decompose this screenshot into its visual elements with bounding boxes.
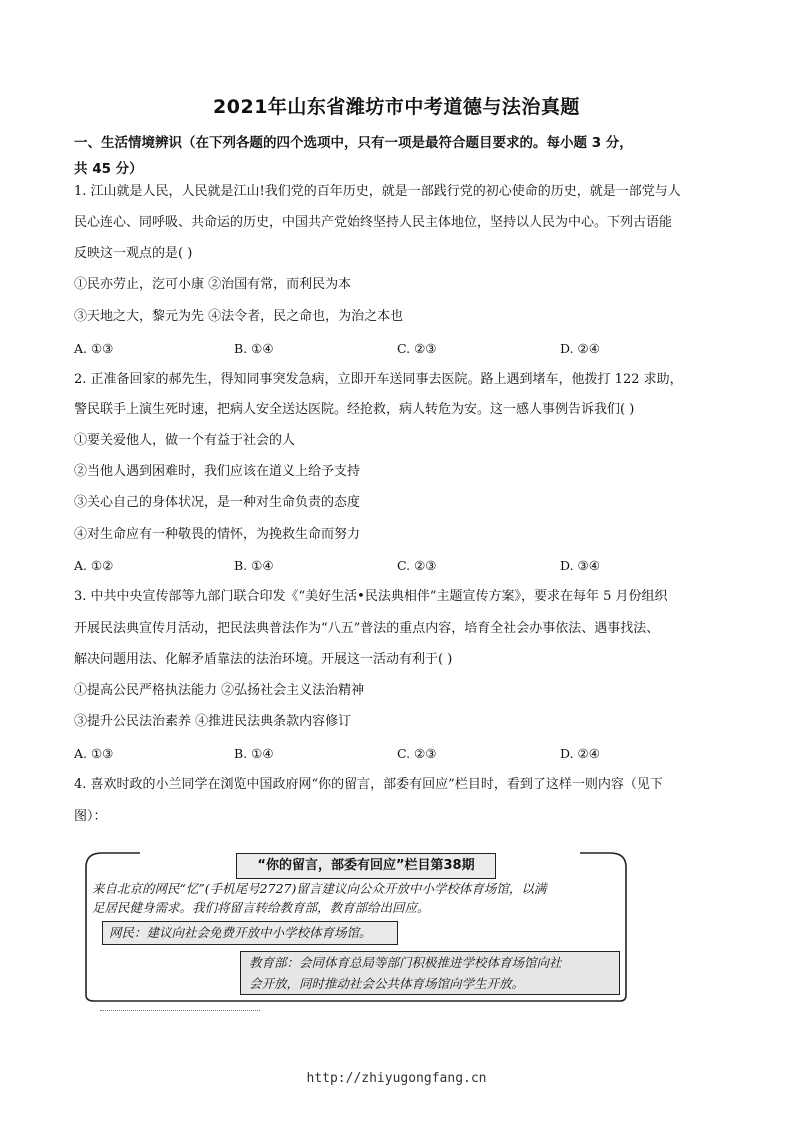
ministry-reply [240,951,620,995]
section-heading-line2: 共 45 分） [74,161,143,177]
section-heading-line1: 一、生活情境辨识（在下列各题的四个选项中，只有一项是最符合题目要求的。每小题 3 分， [74,135,633,151]
figure-intro-line2: 足居民健身需求。我们将留言转给教育部，教育部给出回应。 [92,900,430,915]
q3-option-a[interactable]: A. ①③ [74,746,114,761]
q2-line1: 2. 正准备回家的郝先生，得知同事突发急病，立即开车送同事去医院。路上遇到堵车，他拨打 122 求助， [74,372,683,387]
q2-statement2: ②当他人遇到困难时，我们应该在道义上给予支持 [74,464,361,479]
figure-intro-line1: 来自北京的网民“忆”(手机尾号2727)留言建议向公众开放中小学校体育场馆，以满 [92,881,547,896]
q3-option-c[interactable]: C. ②③ [397,746,437,761]
q3-option-d[interactable]: D. ②④ [560,746,600,761]
q3-statement2: ③提升公民法治素养 ④推进民法典条款内容修订 [74,714,352,729]
figure-intro [92,879,622,917]
q4-line2: 图）： [74,809,107,824]
q1-line1: 1. 江山就是人民，人民就是江山!我们党的百年历史，就是一部践行党的初心使命的历史，就是一部党与人 [74,184,681,199]
ministry-reply-line1: 教育部：会同体育总局等部门积极推进学校体育场馆向社 [249,955,562,970]
cutoff-line [100,1010,260,1017]
footer-url[interactable]: http://zhiyugongfang.cn [306,1071,487,1086]
q4-line1: 4. 喜欢时政的小兰同学在浏览中国政府网“你的留言，部委有回应”栏目时，看到了这样一则内容（见下 [74,777,663,792]
page-title: 2021年山东省潍坊市中考道德与法治真题 [213,96,580,118]
q2-statement4: ④对生命应有一种敬畏的情怀，为挽救生命而努力 [74,527,361,542]
q2-statement1: ①要关爱他人，做一个有益于社会的人 [74,433,296,448]
q1-line2: 民心连心、同呼吸、共命运的历史，中国共产党始终坚持人民主体地位，坚持以人民为中心。下列古语能 [74,215,673,230]
q2-option-c[interactable]: C. ②③ [397,558,437,573]
netizen-message: 网民：建议向社会免费开放中小学校体育场馆。 [102,921,398,945]
q2-option-b[interactable]: B. ①④ [234,558,274,573]
q3-statement1: ①提高公民严格执法能力 ②弘扬社会主义法治精神 [74,683,365,698]
q2-line2: 警民联手上演生死时速，把病人安全送达医院。经抢救，病人转危为安。这一感人事例告诉我们( ) [74,402,635,417]
q1-option-d[interactable]: D. ②④ [560,341,600,356]
q1-line3: 反映这一观点的是( ) [74,246,193,261]
q2-option-a[interactable]: A. ①② [74,558,114,573]
q1-option-c[interactable]: C. ②③ [397,341,437,356]
q3-line3: 解决问题用法、化解矛盾靠法的法治环境。开展这一活动有利于( ) [74,652,453,667]
q3-option-b[interactable]: B. ①④ [234,746,274,761]
ministry-reply-line2: 会开放，同时推动社会公共体育场馆向学生开放。 [249,976,525,991]
q2-option-d[interactable]: D. ③④ [560,558,600,573]
q4-figure [80,845,633,1015]
figure-banner: “你的留言，部委有回应”栏目第38期 [236,853,496,879]
section-heading [74,130,734,182]
q1-statement2: ③天地之大，黎元为先 ④法令者，民之命也，为治之本也 [74,309,404,324]
q3-line1: 3. 中共中央宣传部等九部门联合印发《“美好生活•民法典相伴”主题宣传方案》，要求在每年 5 月份组织 [74,589,668,604]
q1-option-b[interactable]: B. ①④ [234,341,274,356]
q2-statement3: ③关心自己的身体状况，是一种对生命负责的态度 [74,495,361,510]
q3-line2: 开展民法典宣传月活动，把民法典普法作为“八五”普法的重点内容，培育全社会办事依法、遇事找法、 [74,621,660,636]
q1-statement1: ①民亦劳止，汔可小康 ②治国有常，而利民为本 [74,277,352,292]
q1-option-a[interactable]: A. ①③ [74,341,114,356]
